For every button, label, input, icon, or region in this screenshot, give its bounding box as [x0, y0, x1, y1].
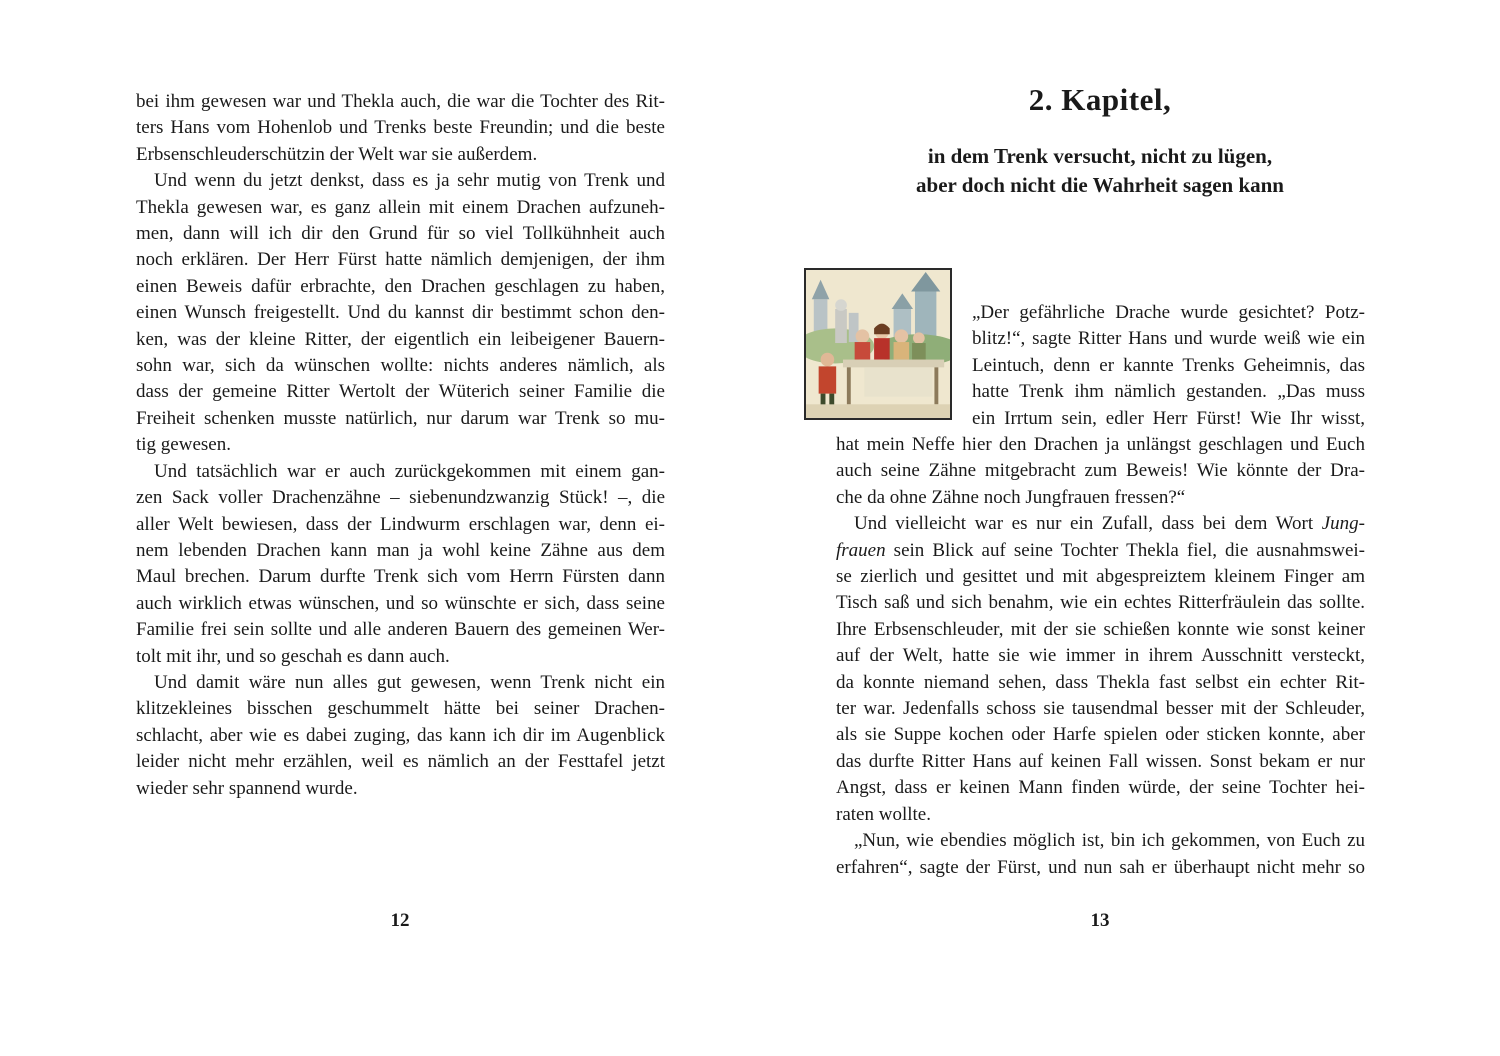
paragraph: [136, 670, 665, 802]
text-line: tig gewesen.: [136, 434, 231, 456]
text-line: erfahren“, sagte der Fürst, und nun sah er überhaupt nicht mehr so: [836, 856, 1365, 878]
text-line: ein Irrtum sein, edler Herr Fürst! Wie Ihr wisst,: [972, 407, 1365, 429]
text-line: Tisch saß und sich benahm, wie ein echtes Ritterfräulein das sollte.: [836, 592, 1365, 614]
text-line: da konnte niemand sehen, dass Thekla fast selbst ein echter Rit-: [836, 671, 1365, 693]
text-line: „Der gefährliche Drache wurde gesichtet? Potz-: [972, 302, 1365, 323]
text-line: als sie Suppe kochen oder Harfe spielen oder sticken konnte, aber: [836, 724, 1365, 746]
text-line: einen Beweis dafür erbrachte, den Drachen geschlagen zu haben,: [136, 275, 665, 297]
text-line: auch seine Zähne mitgebracht zum Beweis! Wie könnte der Dra-: [836, 460, 1365, 482]
text-line: ter war. Jedenfalls schoss sie tausendmal besser mit der Schleuder,: [836, 698, 1365, 720]
left-page-body: [136, 89, 665, 802]
paragraph: [836, 511, 1365, 828]
text-line: che da ohne Zähne noch Jungfrauen fressen?“: [836, 486, 1186, 508]
text-line: Thekla gewesen war, es ganz allein mit einem Drachen aufzuneh-: [136, 196, 665, 218]
text-line: aller Welt bewiesen, dass der Lindwurm erschlagen war, denn ei-: [136, 513, 665, 535]
text-run: Und vielleicht war es nur ein Zufall, dass bei dem Wort: [854, 513, 1314, 535]
text-line: se zierlich und gesittet und mit abgespreiztem kleinem Finger am: [836, 566, 1365, 588]
text-line: hatte Trenk ihm nämlich gestanden. „Das muss: [972, 381, 1365, 403]
italic-word: frauen: [836, 539, 886, 561]
text-line: Maul brechen. Darum durfte Trenk sich vom Herrn Fürsten dann: [136, 566, 665, 588]
text-line: sohn war, sich da wünschen wollte: nichts anderes nämlich, als: [136, 355, 665, 377]
text-line: das durfte Ritter Hans auf keinen Fall wissen. Sonst bekam er nur: [836, 750, 1365, 772]
chapter-illustration: [804, 268, 952, 420]
text-line: bei ihm gewesen war und Thekla auch, die war die Tochter des Rit-: [136, 91, 665, 112]
subtitle-line: in dem Trenk versucht, nicht zu lügen,: [927, 144, 1273, 168]
paragraph: [136, 459, 665, 670]
right-page: [750, 0, 1500, 1056]
text-run: sein Blick auf seine Tochter Thekla fiel, die ausnahmswei-: [893, 539, 1366, 561]
paragraph: [836, 828, 1365, 881]
text-line: Und wenn du jetzt denkst, dass es ja sehr mutig von Trenk und: [154, 170, 665, 192]
subtitle-line: aber doch nicht die Wahrheit sagen kann: [916, 173, 1284, 197]
text-line: [836, 538, 1365, 564]
text-line: schlacht, aber wie es dabei zuging, das kann ich dir im Augenblick: [136, 724, 665, 746]
banquet-scene-image: [806, 270, 950, 418]
text-line: Freiheit schenken musste natürlich, nur darum war Trenk so mu-: [136, 407, 665, 429]
text-line: ken, was der kleine Ritter, der eigentlich ein leibeigener Bauern-: [136, 328, 665, 350]
text-line: Ihre Erbsenschleuder, mit der sie schießen konnte wie sonst keiner: [836, 618, 1365, 640]
text-line: hat mein Neffe hier den Drachen ja unlängst geschlagen und Euch: [836, 434, 1365, 455]
page-number: 13: [1090, 910, 1110, 931]
text-line: zen Sack voller Drachenzähne – siebenundzwanzig Stück! –, die: [136, 487, 665, 509]
paragraph: [136, 168, 665, 458]
text-line: Angst, dass er keinen Mann finden würde, der seine Tochter hei-: [836, 777, 1365, 799]
right-page-body: [836, 432, 1365, 881]
text-line: klitzekleines bisschen geschummelt hätte bei seiner Drachen-: [136, 698, 665, 720]
text-line: ters Hans vom Hohenlob und Trenks beste Freundin; und die beste: [136, 117, 665, 139]
page-number: 12: [390, 910, 410, 931]
text-line: Leintuch, denn er kannte Trenks Geheimnis, das: [972, 354, 1365, 376]
chapter-title: 2. Kapitel,: [1028, 82, 1172, 117]
text-line: raten wollte.: [836, 803, 931, 825]
chapter-subtitle: [835, 142, 1365, 200]
text-line: [836, 511, 1365, 537]
text-line: dass der gemeine Ritter Wertolt der Wüterich seiner Familie die: [136, 381, 665, 403]
text-line: Erbsenschleuderschützin der Welt war sie außerdem.: [136, 143, 538, 165]
text-line: leider nicht mehr erzählen, weil es nämlich an der Festtafel jetzt: [136, 751, 665, 773]
text-line: wieder sehr spannend wurde.: [136, 777, 358, 799]
text-line: einen Wunsch freigestellt. Und du kannst dir bestimmt schon den-: [136, 302, 665, 324]
text-line: noch erklären. Der Herr Fürst hatte nämlich demjenigen, der ihm: [136, 249, 665, 271]
text-line: Und damit wäre nun alles gut gewesen, wenn Trenk nicht ein: [154, 671, 665, 693]
text-line: auch wirklich etwas wünschen, und so wünschte er sich, dass seine: [136, 592, 665, 614]
text-line: blitz!“, sagte Ritter Hans und wurde weiß wie ein: [972, 328, 1365, 350]
text-line: auf der Welt, hatte sie wie immer in ihrem Ausschnitt versteckt,: [836, 645, 1365, 667]
text-line: tolt mit ihr, und so geschah es dann auch.: [136, 645, 450, 667]
paragraph: [136, 89, 665, 168]
text-line: Familie frei sein sollte und alle anderen Bauern des gemeinen Wer-: [136, 619, 665, 641]
italic-word: Jung-: [1321, 513, 1365, 535]
paragraph: [836, 432, 1365, 511]
text-line: „Nun, wie ebendies möglich ist, bin ich gekommen, von Euch zu: [854, 830, 1365, 852]
text-line: nem lebenden Drachen kann man ja wohl keine Zähne aus dem: [136, 539, 665, 561]
text-line: Und tatsächlich war er auch zurückgekommen mit einem gan-: [154, 460, 665, 482]
right-page-wrapped-text: [972, 300, 1365, 432]
text-line: men, dann will ich dir den Grund für so viel Tollkühnheit auch: [136, 223, 665, 245]
